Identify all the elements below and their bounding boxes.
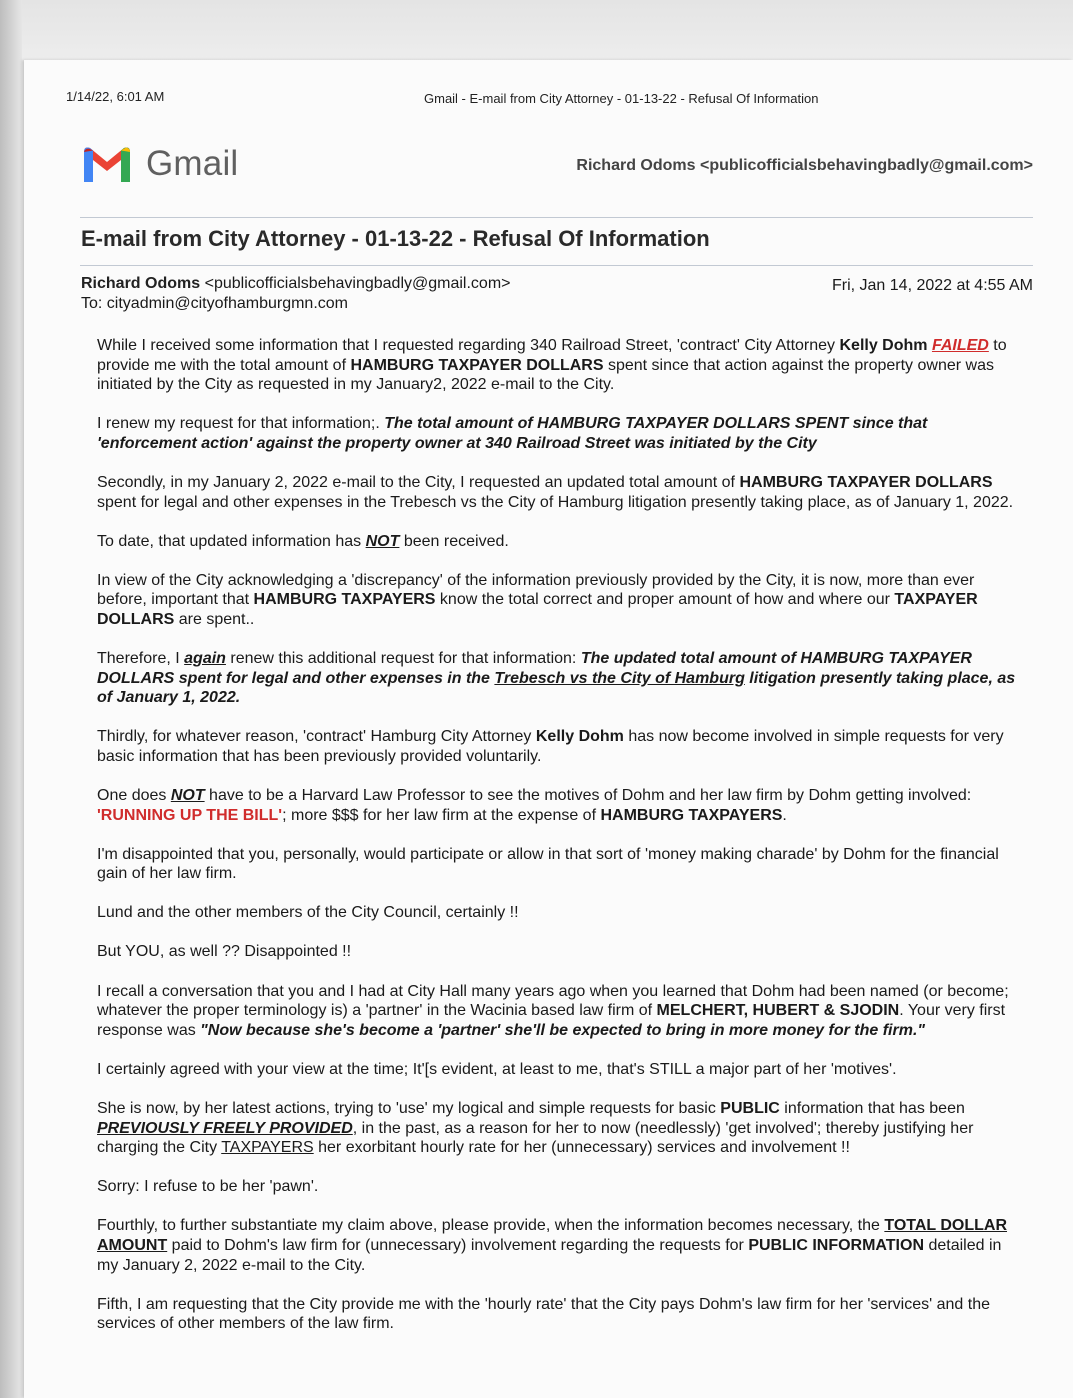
paragraph-9: I'm disappointed that you, personally, would participate or allow in that sort of 'money making charade' by Dohm for the financial gain of her law firm. <box>97 845 999 883</box>
paragraph-13: I certainly agreed with your view at the time; It'[s evident, at least to me, that's STILL a major part of her 'motives'. <box>97 1060 897 1078</box>
paragraph-15: Sorry: I refuse to be her 'pawn'. <box>97 1178 319 1196</box>
running-up-the-bill: 'RUNNING UP THE BILL' <box>97 806 283 824</box>
paragraph-12: I recall a conversation that you and I had at City Hall many years ago when you learned that Dohm had been named (or become; whatever the proper terminology is) a 'partner' in the Wacinia based law firm of MELCHERT, HUBERT & SJODIN. Your very first response was "Now because she's become a 'partner' she'll be expected to bring in more money for the firm." <box>97 982 1009 1039</box>
sender-email: <publicofficialsbehavingbadly@gmail.com> <box>204 275 511 292</box>
paragraph-8: One does NOT have to be a Harvard Law Professor to see the motives of Dohm and her law firm by Dohm getting involved: 'RUNNING UP THE BILL'; more $$$ for her law firm at the expense of HAMBURG TAXPAYERS. <box>97 787 972 824</box>
print-date: 1/14/22, 6:01 AM <box>66 89 165 104</box>
sender-name: Richard Odoms <box>81 275 201 292</box>
email-subject: E-mail from City Attorney - 01-13-22 - Refusal Of Information <box>81 226 710 251</box>
sender-line <box>81 275 511 293</box>
failed-emphasis: FAILED <box>931 337 989 354</box>
paragraph-11: But YOU, as well ?? Disappointed !! <box>97 943 352 961</box>
sent-date: Fri, Jan 14, 2022 at 4:55 AM <box>831 277 1033 294</box>
paragraph-6: Therefore, I again renew this additional request for that information: The updated total amount of HAMBURG TAXPAYER DOLLARS spent for legal and other expenses in the Trebesch vs the City of Hamburg litigation presently taking place, as of January 1, 2022. <box>97 650 1016 707</box>
header-divider <box>80 217 1033 218</box>
subject-divider <box>80 265 1033 266</box>
kelly-dohm-name: Kelly Dohm <box>839 337 928 354</box>
paragraph-7: Thirdly, for whatever reason, 'contract' Hamburg City Attorney Kelly Dohm has now become involved in simple requests for very basic information that has been previously provided voluntarily. <box>97 728 1004 765</box>
scan-left-edge <box>0 0 22 1398</box>
recipient-line: To: cityadmin@cityofhamburgmn.com <box>81 295 348 312</box>
paragraph-17: Fifth, I am requesting that the City provide me with the 'hourly rate' that the City pays Dohm's law firm for her 'services' and the services of other members of the law firm. <box>97 1295 990 1333</box>
paragraph-14: She is now, by her latest actions, trying to 'use' my logical and simple requests for basic PUBLIC information that has been PREVIOUSLY FREELY PROVIDED, in the past, as a reason for her to now (needlessly) 'get involved'; thereby justifying her charging the City TAXPAYERS her exorbitant hourly rate for her (unnecessary) services and involvement !! <box>97 1099 974 1157</box>
paragraph-2: I renew my request for that information;. The total amount of HAMBURG TAXPAYER DOLLARS SPENT since that 'enforcement action' against the property owner at 340 Railroad Street was initiated by the City <box>97 415 928 452</box>
gmail-logo <box>80 143 238 185</box>
paragraph-3: Secondly, in my January 2, 2022 e-mail to the City, I requested an updated total amount of HAMBURG TAXPAYER DOLLARS spent for legal and other expenses in the Trebesch vs the City of Hamburg litigation presently taking place, as of January 1, 2022. <box>97 473 1014 511</box>
paragraph-16: Fourthly, to further substantiate my claim above, please provide, when the information becomes necessary, the TOTAL DOLLAR AMOUNT paid to Dohm's law firm for (unnecessary) involvement regarding the requests for PUBLIC INFORMATION detailed in my January 2, 2022 e-mail to the City. <box>97 1217 1008 1274</box>
gmail-m-icon <box>80 144 134 184</box>
paragraph-10: Lund and the other members of the City Council, certainly !! <box>97 904 519 922</box>
paragraph-5: In view of the City acknowledging a 'discrepancy' of the information previously provided by the City, it is now, more than ever before, important that HAMBURG TAXPAYERS know the total correct and proper amount of how and where our TAXPAYER DOLLARS are spent.. <box>97 571 978 628</box>
gmail-wordmark: Gmail <box>146 144 239 183</box>
paragraph-4: To date, that updated information has NOT been received. <box>97 532 509 550</box>
print-header-title: Gmail - E-mail from City Attorney - 01-13-22 - Refusal Of Information <box>424 91 819 106</box>
paragraph-1: While I received some information that I requested regarding 340 Railroad Street, 'contract' City Attorney Kelly Dohm FAILED to provide me with the total amount of HAMBURG TAXPAYER DOLLARS spent since that action against the property owner was initiated by the City as requested in my January2, 2022 e-mail to the City. <box>97 337 1007 394</box>
email-body <box>97 336 1022 1353</box>
scan-top-edge <box>0 0 1073 60</box>
account-address: Richard Odoms <publicofficialsbehavingbadly@gmail.com> <box>576 157 1033 174</box>
